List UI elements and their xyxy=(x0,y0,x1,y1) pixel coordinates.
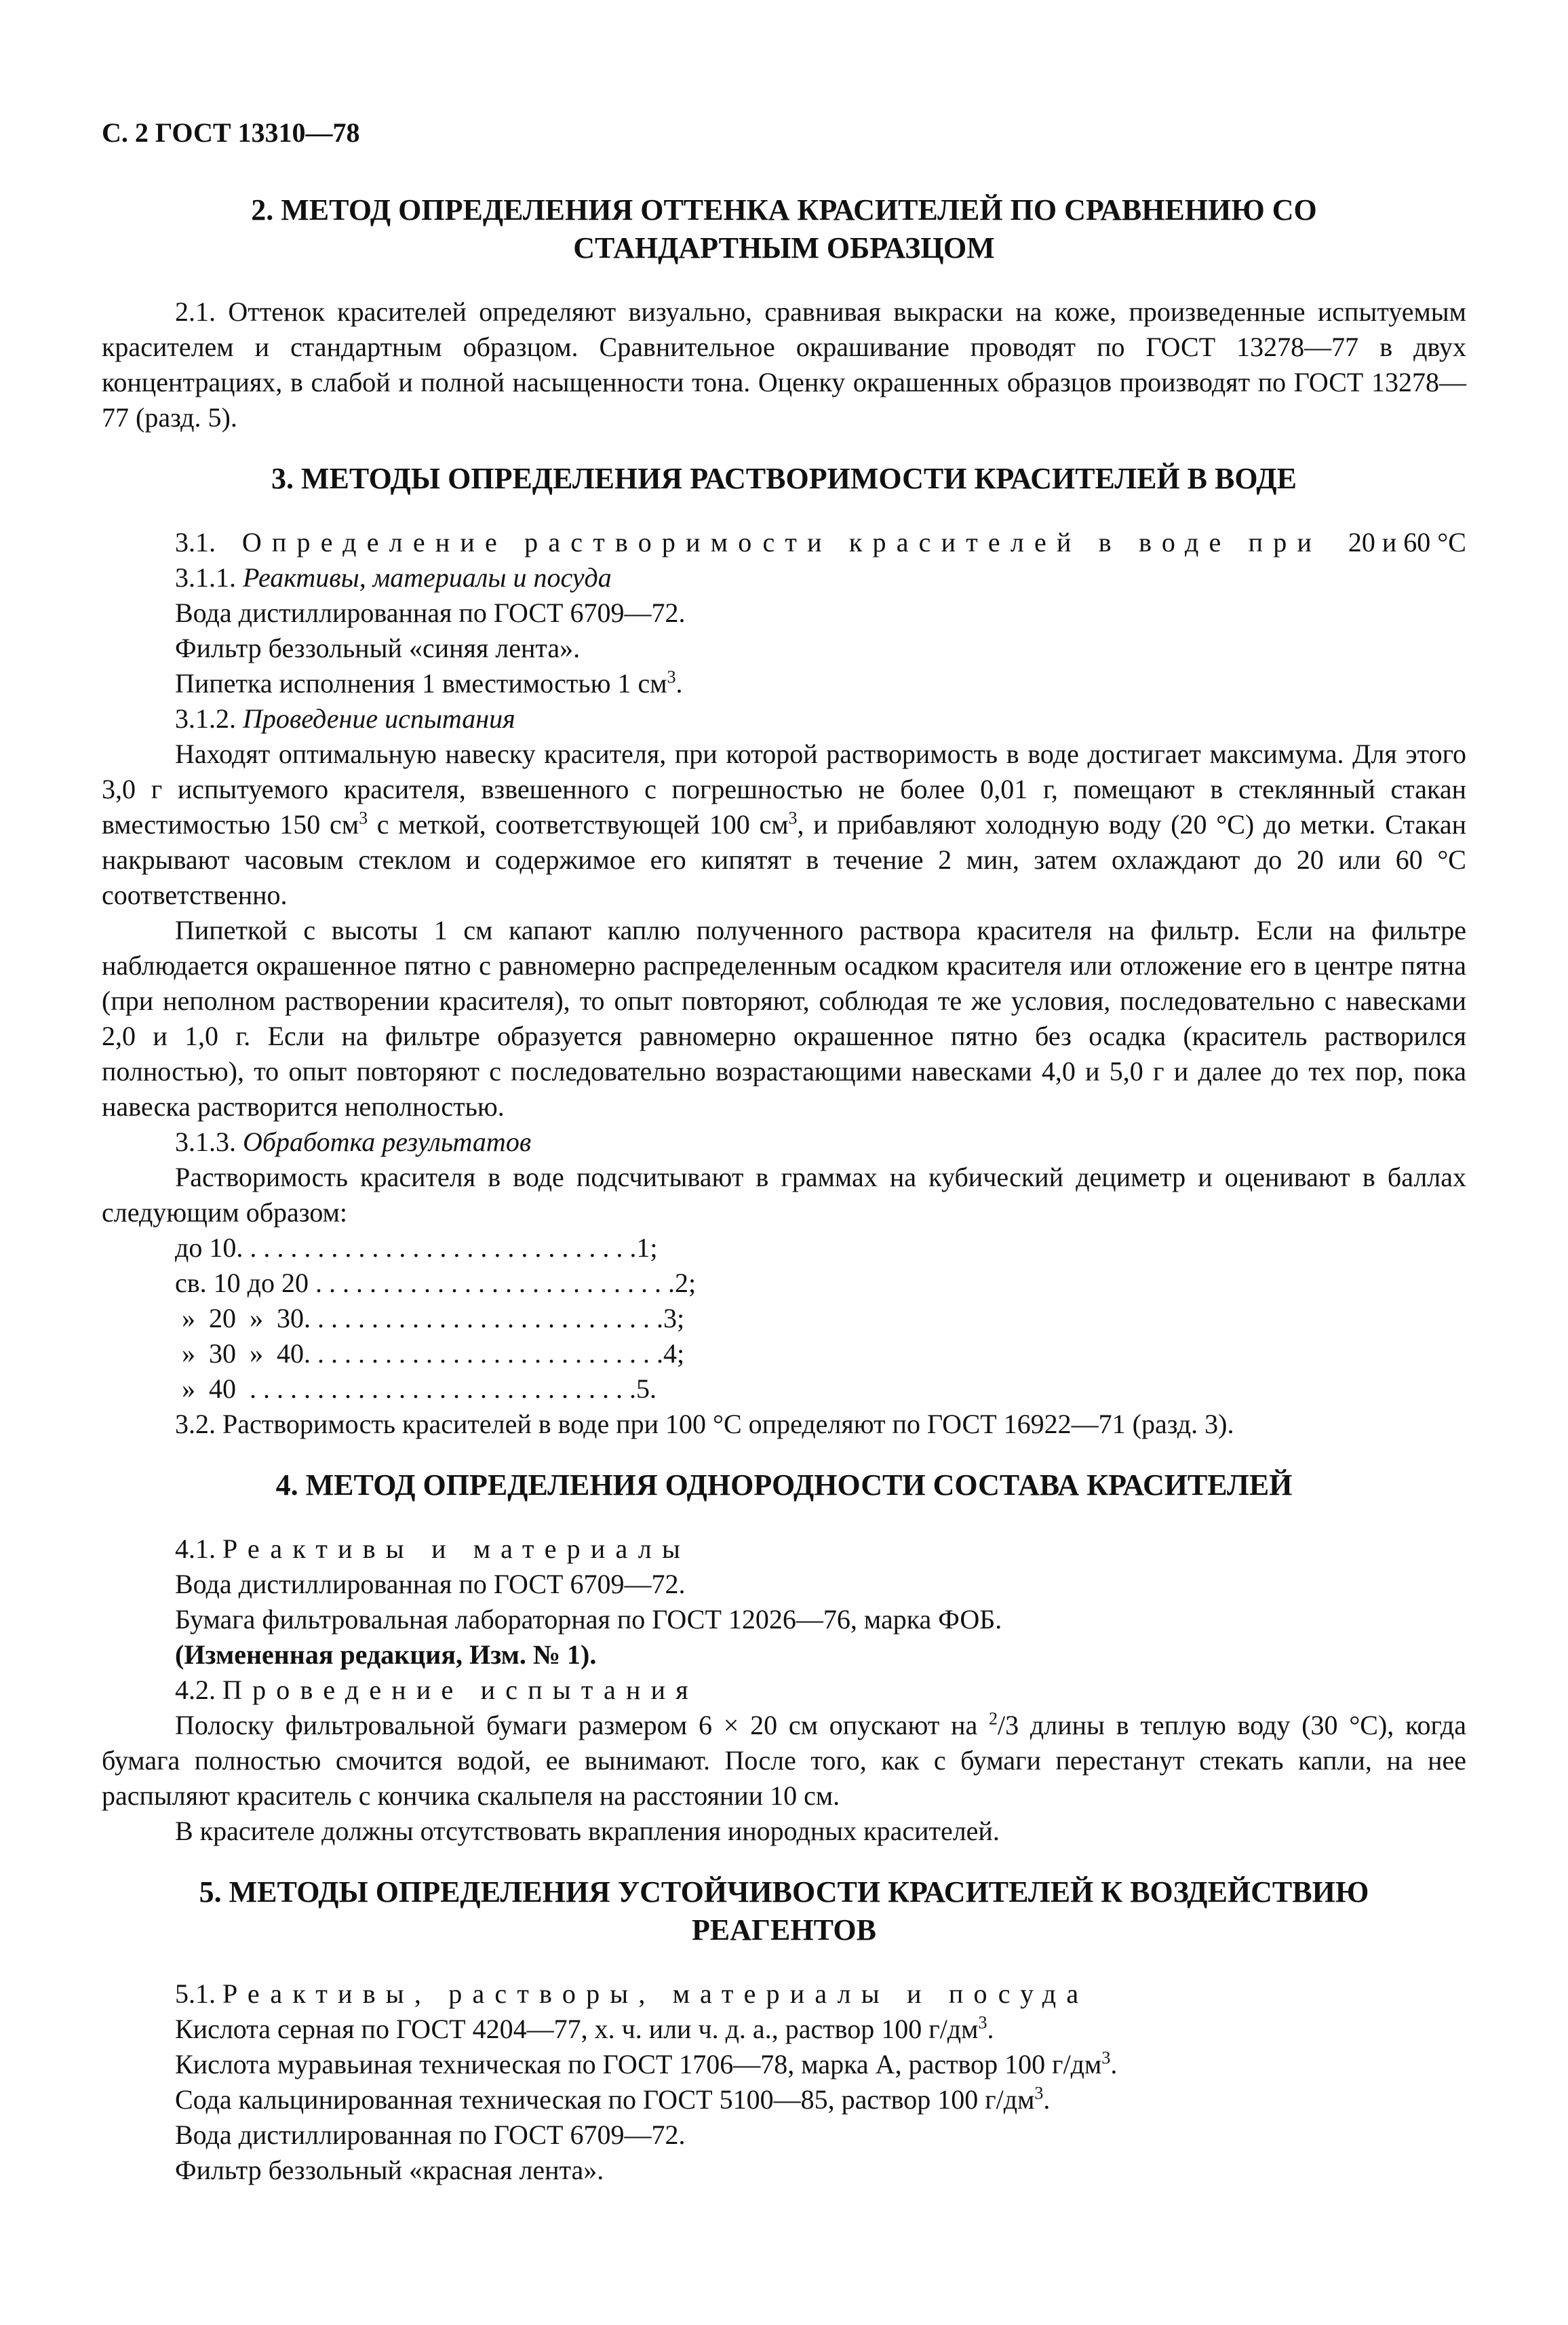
subsection-4-2-number: 4.2. xyxy=(175,1675,216,1705)
subsection-4-1-number: 4.1. xyxy=(175,1533,216,1564)
subsection-3-1-3-number: 3.1.3. xyxy=(175,1127,236,1157)
material-water-4: Вода дистиллированная по ГОСТ 6709—72. xyxy=(175,1569,686,1599)
scale-score: 5. xyxy=(636,1373,656,1404)
reagent-formic-acid-text: Кислота муравьиная техническая по ГОСТ 1706—78, марка А, раствор 100 г/дм xyxy=(175,2049,1102,2079)
fraction-denominator: /3 xyxy=(998,1710,1019,1740)
material-filter: Фильтр беззольный «синяя лента». xyxy=(175,633,581,663)
material-pipette xyxy=(102,666,1466,701)
reagent-sulfuric-acid xyxy=(102,2012,1466,2047)
material-pipette-text: Пипетка исполнения 1 вместимостью 1 см xyxy=(175,668,667,699)
solubility-scale xyxy=(102,1230,1466,1407)
paragraph-4-2-a-part1: Полоску фильтровальной бумаги размером 6 × 20 см опускают на xyxy=(175,1710,989,1740)
reagent-water: Вода дистиллированная по ГОСТ 6709—72. xyxy=(175,2119,686,2150)
paragraph-3-2: 3.2. Растворимость красителей в воде при 100 °С определяют по ГОСТ 16922—71 (разд. 3). xyxy=(175,1409,1234,1439)
scale-range: » 40 . . . . . . . . . . . . . . . . . . . . . . . . . . . . . xyxy=(175,1373,636,1404)
paragraph-3-1-2-a-sup1: 3 xyxy=(359,808,368,828)
section-5-title: 5. МЕТОДЫ ОПРЕДЕЛЕНИЯ УСТОЙЧИВОСТИ КРАСИТЕЛЕЙ К ВОЗДЕЙСТВИЮ РЕАГЕНТОВ xyxy=(199,1875,1369,1947)
reagent-formic-acid-sup: 3 xyxy=(1101,2048,1111,2068)
scale-score: 2; xyxy=(675,1268,697,1298)
scale-score: 3; xyxy=(663,1303,685,1333)
scale-range: » 20 » 30. . . . . . . . . . . . . . . . . . . . . . . . . . . xyxy=(175,1303,663,1333)
material-filter-paper: Бумага фильтровальная лабораторная по ГОСТ 12026—76, марка ФОБ. xyxy=(175,1604,1002,1635)
subsection-4-2-heading xyxy=(102,1673,1466,1708)
subsection-3-1-heading xyxy=(102,525,1466,560)
reagent-soda xyxy=(102,2082,1466,2117)
subsection-3-1-2-title: Проведение испытания xyxy=(243,703,515,734)
reagent-soda-sup: 3 xyxy=(1034,2083,1044,2103)
amendment-note: (Измененная редакция, Изм. № 1). xyxy=(175,1639,597,1670)
scale-row xyxy=(175,1266,697,1301)
paragraph-3-1-2-a-part1: Находят оптимальную навеску красителя, при которой растворимость в воде достигает максимума. Для этого 3,0 г испытуемого красителя, взвешенного с погрешностью не более 0,01 г, помещают в стеклянный стакан вместимостью 150 см xyxy=(102,739,1466,840)
subsection-5-1-title: Реактивы, растворы, материалы и посуда xyxy=(222,1978,1089,2009)
subsection-3-1-3-title: Обработка результатов xyxy=(243,1127,532,1157)
reagent-sulfuric-acid-end: . xyxy=(987,2014,994,2044)
paragraph-2-1: 2.1. Оттенок красителей определяют визуально, сравнивая выкраски на коже, произведенные испытуемым красителем и стандартным образцом. Сравнительное окрашивание проводят по ГОСТ 13278—77 в двух концентрациях, в слабой и полной насыщенности тона. Оценку окрашенных образцов производят по ГОСТ 13278—77 (разд. 5). xyxy=(102,296,1466,433)
paragraph-3-1-2-a-sup2: 3 xyxy=(788,808,798,828)
subsection-5-1-heading xyxy=(102,1976,1466,2012)
scale-range: » 30 » 40. . . . . . . . . . . . . . . . . . . . . . . . . . . xyxy=(175,1338,663,1369)
page-header: С. 2 ГОСТ 13310—78 xyxy=(102,117,360,148)
scale-score: 4; xyxy=(663,1338,685,1369)
scale-row xyxy=(175,1230,658,1266)
section-3-title: 3. МЕТОДЫ ОПРЕДЕЛЕНИЯ РАСТВОРИМОСТИ КРАСИТЕЛЕЙ В ВОДЕ xyxy=(271,462,1297,495)
reagent-soda-end: . xyxy=(1043,2084,1051,2115)
material-water: Вода дистиллированная по ГОСТ 6709—72. xyxy=(175,598,686,628)
paragraph-4-2-b: В красителе должны отсутствовать вкрапления инородных красителей. xyxy=(175,1816,1000,1846)
subsection-3-1-2-number: 3.1.2. xyxy=(175,703,236,734)
reagent-formic-acid xyxy=(102,2047,1466,2082)
material-pipette-end: . xyxy=(675,668,683,699)
reagent-formic-acid-end: . xyxy=(1110,2049,1118,2079)
subsection-4-2-title: Проведение испытания xyxy=(222,1675,699,1705)
subsection-4-1-title: Реактивы и материалы xyxy=(222,1533,691,1564)
section-2-title: 2. МЕТОД ОПРЕДЕЛЕНИЯ ОТТЕНКА КРАСИТЕЛЕЙ ПО СРАВНЕНИЮ СО СТАНДАРТНЫМ ОБРАЗЦОМ xyxy=(251,193,1317,265)
scale-score: 1; xyxy=(636,1232,658,1263)
subsection-3-1-1-heading xyxy=(102,560,1466,595)
subsection-3-1-1-number: 3.1.1. xyxy=(175,562,236,593)
scale-row xyxy=(175,1336,685,1371)
reagent-sulfuric-acid-text: Кислота серная по ГОСТ 4204—77, х. ч. или ч. д. а., раствор 100 г/дм xyxy=(175,2014,979,2044)
paragraph-4-2-a xyxy=(102,1708,1466,1814)
scale-range: до 10. . . . . . . . . . . . . . . . . . . . . . . . . . . . . . xyxy=(175,1232,637,1263)
paragraph-3-1-2-a-part3: , и прибавляют холодную воду (20 °С) до метки. Стакан накрывают часовым стеклом и содержимое его кипятят в течение 2 мин, затем охлаждают до 20 или 60 °С соответственно. xyxy=(102,809,1466,910)
paragraph-3-1-2-a xyxy=(102,737,1466,913)
subsection-3-1-3-heading xyxy=(102,1125,1466,1160)
subsection-4-1-heading xyxy=(102,1531,1466,1567)
material-pipette-sup: 3 xyxy=(667,667,676,687)
subsection-3-1-1-title: Реактивы, материалы и посуда xyxy=(243,562,612,593)
scale-range: св. 10 до 20 . . . . . . . . . . . . . . . . . . . . . . . . . . . xyxy=(175,1268,675,1298)
subsection-3-1-title: Определение растворимости красителей в воде при xyxy=(241,527,1322,558)
reagent-filter: Фильтр беззольный «красная лента». xyxy=(175,2155,604,2185)
subsection-5-1-number: 5.1. xyxy=(175,1978,216,2009)
paragraph-3-1-2-b: Пипеткой с высоты 1 см капают каплю полученного раствора красителя на фильтр. Если на фильтре наблюдается окрашенное пятно с равномерно распределенным осадком красителя или отложение его в центре пятна (при неполном растворении красителя), то опыт повторяют, соблюдая те же условия, последовательно с навесками 2,0 и 1,0 г. Если на фильтре образуется равномерно окрашенное пятно без осадка (краситель растворился полностью), то опыт повторяют с последовательно возрастающими навесками 4,0 и 5,0 г и далее до тех пор, пока навеска растворится неполностью. xyxy=(102,915,1466,1122)
reagent-sulfuric-acid-sup: 3 xyxy=(978,2012,987,2033)
scale-row xyxy=(175,1301,685,1336)
subsection-3-1-temperature: 20 и 60 °С xyxy=(1348,527,1466,558)
scale-row xyxy=(175,1371,656,1407)
subsection-3-1-2-heading xyxy=(102,701,1466,737)
subsection-3-1-number: 3.1. xyxy=(175,527,216,558)
paragraph-3-1-2-a-part2: с меткой, соответствующей 100 см xyxy=(368,809,789,840)
fraction-numerator: 2 xyxy=(989,1708,998,1729)
paragraph-3-1-3: Растворимость красителя в воде подсчитывают в граммах на кубический дециметр и оценивают в баллах следующим образом: xyxy=(102,1162,1466,1228)
reagent-soda-text: Сода кальцинированная техническая по ГОСТ 5100—85, раствор 100 г/дм xyxy=(175,2084,1035,2115)
paragraph-4-2-a-part2: длины в теплую воду (30 °С), когда бумага полностью смочится водой, ее вынимают. После того, как с бумаги перестанут стекать капли, на нее распыляют краситель с кончика скальпеля на расстоянии 10 см. xyxy=(102,1710,1467,1811)
section-4-title: 4. МЕТОД ОПРЕДЕЛЕНИЯ ОДНОРОДНОСТИ СОСТАВА КРАСИТЕЛЕЙ xyxy=(275,1468,1293,1502)
